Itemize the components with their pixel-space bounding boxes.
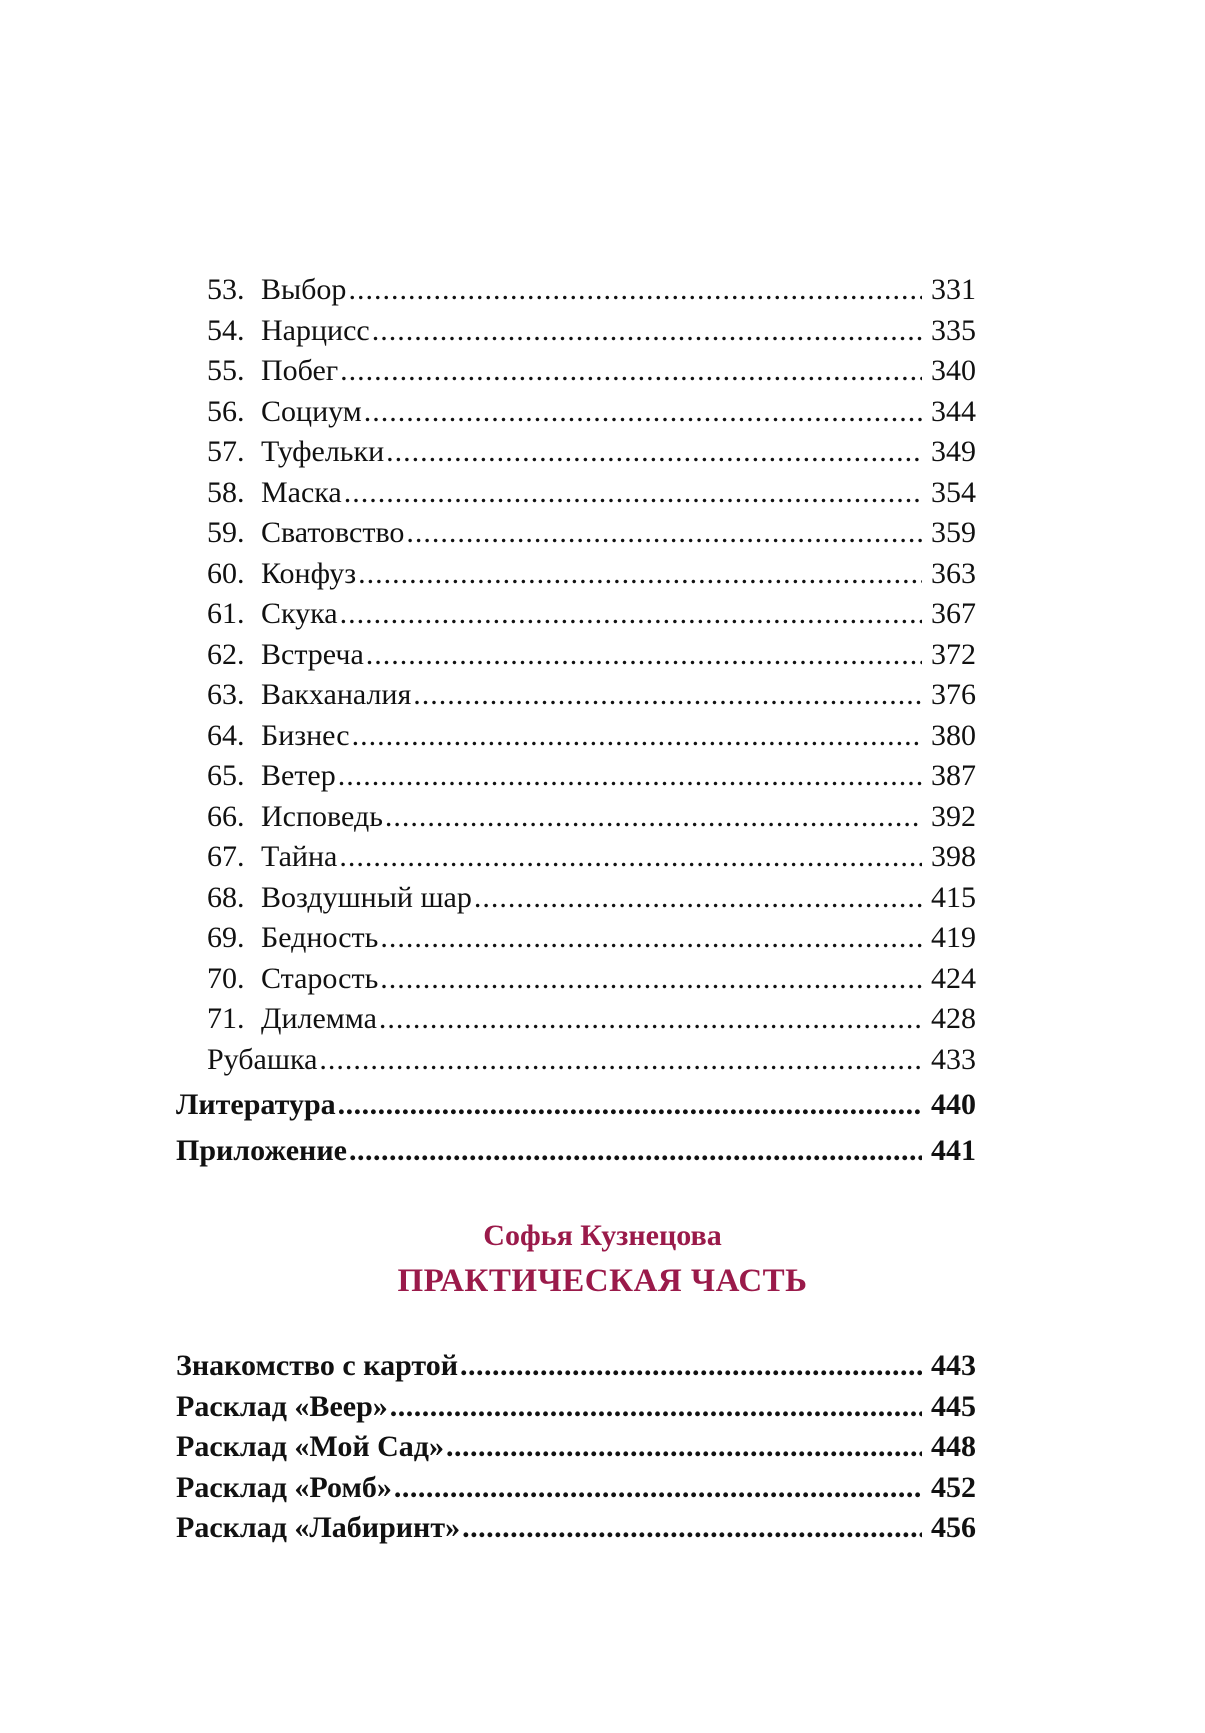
toc-entry[interactable] [176, 473, 976, 514]
entry-title: Исповедь [261, 799, 383, 833]
entry-page: 428 [931, 1002, 976, 1035]
entry-page: 415 [931, 880, 976, 914]
dot-leader [462, 1508, 922, 1549]
entry-page: 367 [931, 597, 976, 630]
entry-number: 60. [207, 556, 245, 590]
entry-title: Побег [261, 354, 339, 387]
dot-leader [390, 1387, 922, 1428]
entry-page: 359 [931, 516, 976, 549]
entry-page: 344 [931, 394, 976, 428]
entry-number: 69. [207, 921, 245, 954]
dot-leader [413, 675, 922, 716]
entry-title: Приложение [176, 1134, 347, 1167]
dot-leader [385, 797, 922, 838]
entry-page: 440 [931, 1088, 976, 1121]
dot-leader [338, 756, 922, 797]
dot-leader [460, 1346, 922, 1387]
dot-leader [394, 1468, 922, 1509]
entry-page: 380 [931, 718, 976, 752]
entry-title: Бизнес [261, 718, 350, 752]
entry-number: 59. [207, 516, 245, 549]
entry-page: 433 [931, 1042, 976, 1076]
toc-entry[interactable] [176, 797, 976, 838]
dot-leader [380, 918, 922, 959]
toc-entry[interactable] [176, 351, 976, 392]
dot-leader [348, 270, 922, 311]
entry-number: 54. [207, 313, 245, 347]
entry-page: 340 [931, 354, 976, 387]
entry-page: 398 [931, 840, 976, 873]
toc-entry[interactable] [176, 1508, 976, 1549]
entry-title: Туфельки [261, 435, 385, 468]
entry-page: 448 [931, 1430, 976, 1463]
entry-page: 331 [931, 273, 976, 306]
toc-entry[interactable] [176, 675, 976, 716]
entry-number: 57. [207, 435, 245, 468]
toc-entry[interactable] [176, 635, 976, 676]
toc-entry[interactable] [176, 1387, 976, 1428]
entry-page: 445 [931, 1389, 976, 1423]
toc-major-sections [176, 1082, 976, 1174]
entry-page: 452 [931, 1470, 976, 1504]
entry-number: 63. [207, 678, 245, 711]
entry-number: 71. [207, 1002, 245, 1035]
entry-number: 64. [207, 718, 245, 752]
dot-leader [338, 1082, 922, 1128]
toc-entry[interactable] [176, 756, 976, 797]
entry-number: 65. [207, 759, 245, 792]
dot-leader [352, 716, 922, 757]
dot-leader [386, 432, 922, 473]
dot-leader [406, 513, 922, 554]
section-author: Софья Кузнецова [483, 1219, 722, 1252]
entry-title: Расклад «Лабиринт» [176, 1511, 461, 1544]
entry-page: 392 [931, 799, 976, 833]
dot-leader [358, 554, 922, 595]
entry-title: Воздушный шар [261, 880, 472, 914]
toc-entry[interactable] [176, 432, 976, 473]
dot-leader [446, 1427, 922, 1468]
entry-title: Маска [261, 475, 342, 509]
entry-title: Знакомство с картой [176, 1349, 458, 1382]
toc-entry[interactable] [176, 837, 976, 878]
entry-number: 68. [207, 880, 245, 914]
entry-number: 53. [207, 273, 245, 306]
entry-title: Встреча [261, 637, 364, 671]
entry-page: 354 [931, 475, 976, 509]
entry-title: Выбор [261, 273, 347, 306]
entry-number: 61. [207, 597, 245, 630]
toc-entry[interactable] [176, 999, 976, 1040]
entry-title: Вакханалия [261, 678, 412, 711]
entry-number: 56. [207, 394, 245, 428]
toc-practice-list [176, 1346, 976, 1549]
toc-entry[interactable] [176, 1427, 976, 1468]
entry-page: 335 [931, 313, 976, 347]
dot-leader [339, 837, 922, 878]
entry-title: Тайна [261, 840, 338, 873]
entry-title: Ветер [261, 759, 336, 792]
entry-title: Расклад «Веер» [176, 1389, 388, 1423]
dot-leader [380, 959, 922, 1000]
toc-entry[interactable] [176, 392, 976, 433]
entry-page: 424 [931, 961, 976, 995]
entry-page: 376 [931, 678, 976, 711]
dot-leader [340, 351, 922, 392]
entry-number: 70. [207, 961, 245, 995]
entry-title: Сватовство [261, 516, 405, 549]
entry-title: Расклад «Ромб» [176, 1470, 392, 1504]
entry-title: Скука [261, 597, 338, 630]
entry-number: 67. [207, 840, 245, 873]
entry-page: 372 [931, 637, 976, 671]
dot-leader [349, 1128, 922, 1174]
entry-number: 62. [207, 637, 245, 671]
toc-entry[interactable] [176, 716, 976, 757]
entry-title: Рубашка [207, 1042, 318, 1076]
toc-entry[interactable] [176, 270, 976, 311]
dot-leader [372, 311, 922, 352]
dot-leader [379, 999, 922, 1040]
entry-title: Конфуз [261, 556, 357, 590]
toc-entry[interactable] [176, 1040, 976, 1081]
toc-entry[interactable] [176, 554, 976, 595]
toc-entry[interactable] [176, 594, 976, 635]
dot-leader [366, 635, 922, 676]
toc-entry-appendix[interactable] [176, 1128, 976, 1174]
section-title: ПРАКТИЧЕСКАЯ ЧАСТЬ [397, 1263, 808, 1299]
toc-entry[interactable] [176, 311, 976, 352]
entry-page: 349 [931, 435, 976, 468]
dot-leader [344, 473, 922, 514]
dot-leader [474, 878, 922, 919]
entry-title: Социум [261, 394, 362, 428]
entry-page: 387 [931, 759, 976, 792]
entry-page: 363 [931, 556, 976, 590]
toc-chapter-list [176, 270, 976, 1080]
toc-entry[interactable] [176, 1468, 976, 1509]
toc-entry-literature[interactable] [176, 1082, 976, 1128]
entry-page: 456 [931, 1511, 976, 1544]
toc-entry[interactable] [176, 918, 976, 959]
dot-leader [319, 1040, 922, 1081]
entry-page: 443 [931, 1349, 976, 1382]
entry-title: Нарцисс [261, 313, 370, 347]
entry-page: 419 [931, 921, 976, 954]
entry-title: Литература [176, 1088, 336, 1121]
dot-leader [364, 392, 922, 433]
entry-title: Дилемма [261, 1002, 377, 1035]
toc-entry[interactable] [176, 1346, 976, 1387]
entry-page: 441 [931, 1134, 976, 1167]
toc-entry[interactable] [176, 513, 976, 554]
entry-number: 58. [207, 475, 245, 509]
entry-title: Бедность [261, 921, 379, 954]
toc-entry[interactable] [176, 959, 976, 1000]
entry-number: 55. [207, 354, 245, 387]
entry-number: 66. [207, 799, 245, 833]
entry-title: Расклад «Мой Сад» [176, 1430, 444, 1463]
entry-title: Старость [261, 961, 379, 995]
toc-entry[interactable] [176, 878, 976, 919]
dot-leader [340, 594, 922, 635]
